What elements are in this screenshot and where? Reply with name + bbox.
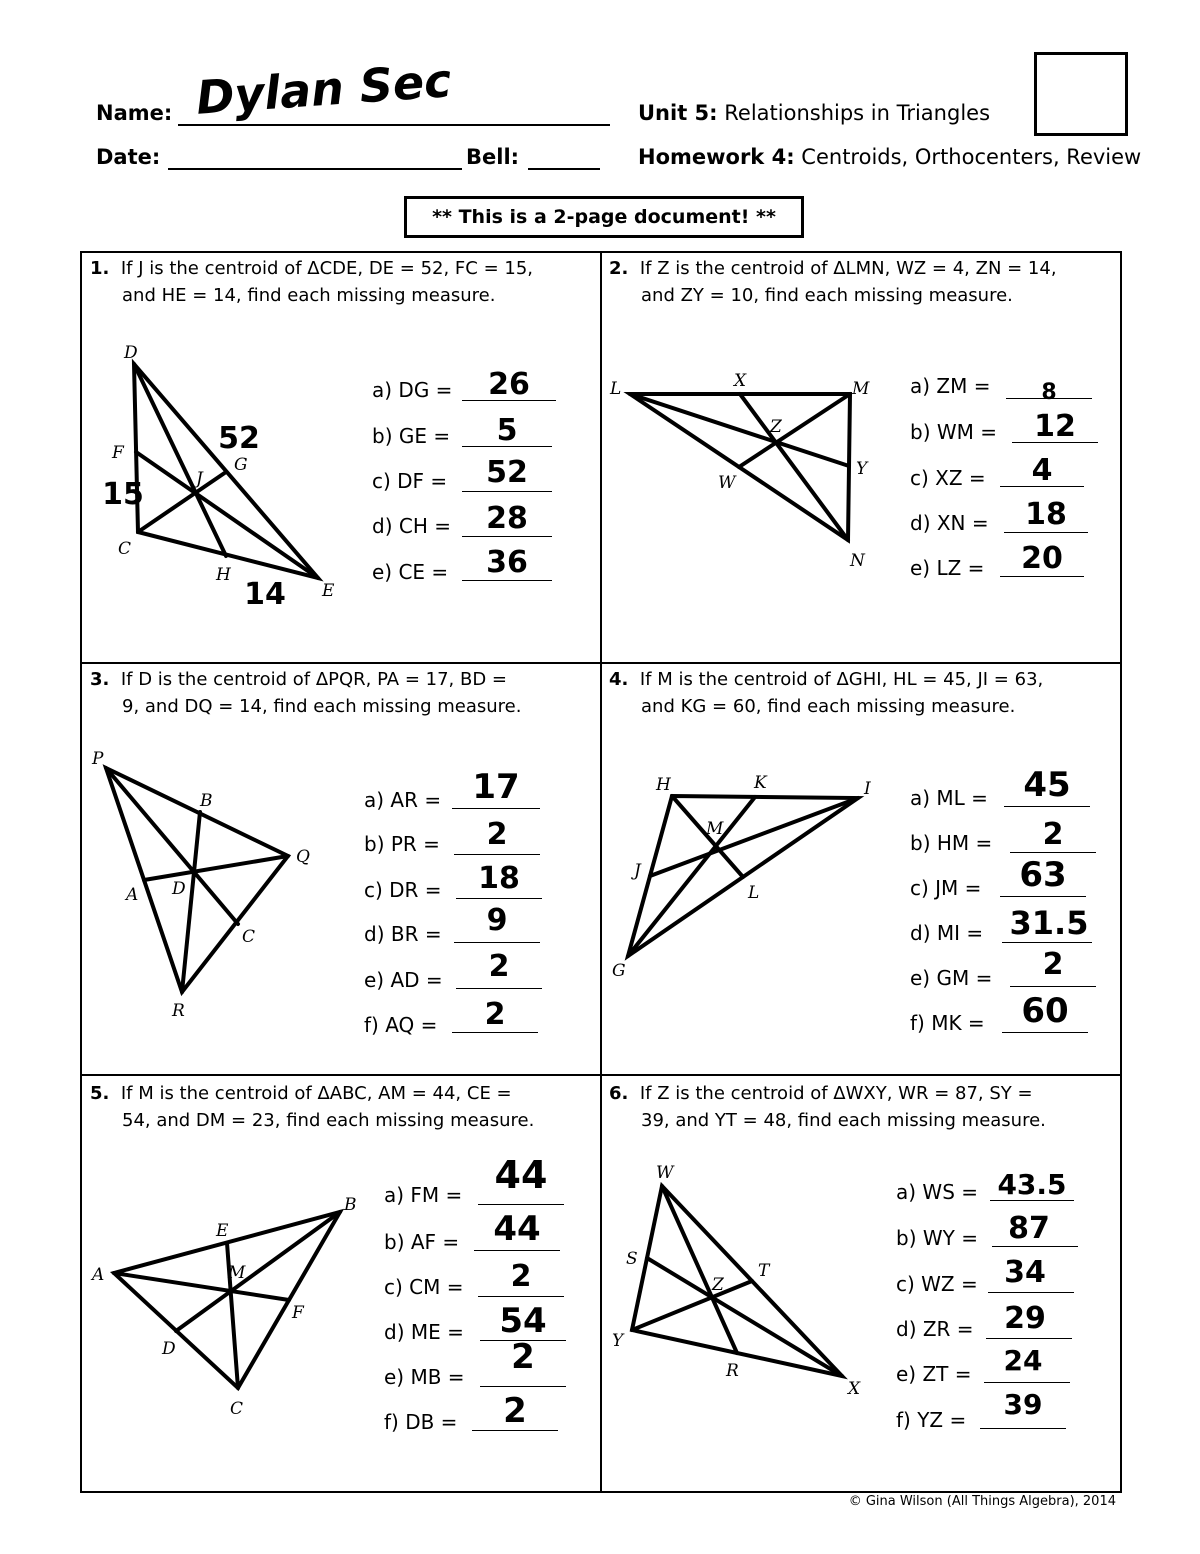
answer-line-4c[interactable]: [1000, 896, 1086, 897]
answer-value-5a: 44: [494, 1153, 548, 1197]
answer-label-2b: b) WM =: [910, 420, 998, 444]
answer-value-6e: 24: [1003, 1344, 1043, 1377]
label-1-G: G: [234, 455, 248, 475]
label-1-E: E: [322, 581, 335, 601]
problem-2-text: 2. If Z is the centroid of ΔLMN, WZ = 4, ZN = 14, and ZY = 10, find each missing measure.: [609, 258, 1057, 306]
name-value: Dylan Sec: [194, 53, 453, 125]
label-2-W: W: [718, 473, 736, 493]
answer-value-4e: 2: [1042, 947, 1064, 982]
answer-value-3f: 2: [484, 997, 506, 1032]
answer-value-6a: 43.5: [997, 1168, 1067, 1201]
answer-label-2e: e) LZ =: [910, 556, 985, 580]
name-label: Name:: [96, 101, 173, 125]
answer-label-6c: c) WZ =: [896, 1272, 978, 1296]
label-3-C: C: [242, 927, 256, 947]
answer-value-1a: 26: [488, 367, 530, 402]
label-5-M: M: [228, 1263, 246, 1283]
answer-label-1b: b) GE =: [372, 424, 451, 448]
label-3-D: D: [172, 879, 186, 899]
label-4-L: L: [748, 883, 760, 903]
label-1-J: J: [196, 469, 203, 489]
answer-value-4f: 60: [1021, 991, 1069, 1031]
answer-label-2d: d) XN =: [910, 511, 989, 535]
answer-label-6a: a) WS =: [896, 1180, 979, 1204]
date-label: Date:: [96, 145, 161, 169]
answer-value-6c: 34: [1004, 1255, 1046, 1290]
label-2-Y: Y: [856, 459, 868, 479]
answer-value-3a: 17: [472, 767, 520, 807]
answer-value-1b: 5: [496, 413, 518, 448]
answer-value-2c: 4: [1031, 453, 1053, 488]
answer-value-5f: 2: [503, 1391, 527, 1431]
answer-line-2e[interactable]: [1000, 576, 1084, 577]
answer-label-4b: b) HM =: [910, 831, 993, 855]
label-3-A: A: [126, 885, 139, 905]
label-4-J: J: [634, 861, 641, 881]
answer-label-4e: e) GM =: [910, 966, 993, 990]
answer-label-4d: d) MI =: [910, 921, 984, 945]
bell-label: Bell:: [466, 145, 520, 169]
label-4-G: G: [612, 961, 626, 981]
label-5-B: B: [344, 1195, 357, 1215]
problem-1-text: 1. If J is the centroid of ΔCDE, DE = 52, FC = 15, and HE = 14, find each missing measure.: [90, 258, 533, 306]
answer-label-3b: b) PR =: [364, 832, 440, 856]
answer-line-3f[interactable]: [452, 1032, 538, 1033]
answer-value-4c: 63: [1019, 855, 1067, 895]
label-2-M: M: [852, 379, 870, 399]
label-5-F: F: [292, 1303, 304, 1323]
answer-label-6d: d) ZR =: [896, 1317, 974, 1341]
answer-value-6d: 29: [1004, 1301, 1046, 1336]
answer-line-3e[interactable]: [456, 988, 542, 989]
answer-line-2d[interactable]: [1004, 532, 1088, 533]
answer-value-6b: 87: [1008, 1211, 1050, 1246]
label-2-Z: Z: [770, 417, 782, 437]
label-2-N: N: [850, 551, 865, 571]
answer-value-3d: 9: [486, 903, 508, 938]
answer-line-4d[interactable]: [1002, 942, 1092, 943]
answer-label-3c: c) DR =: [364, 878, 442, 902]
answer-label-3e: e) AD =: [364, 968, 443, 992]
answer-line-3b[interactable]: [454, 854, 540, 855]
answer-value-3e: 2: [488, 949, 510, 984]
label-1-F: F: [112, 443, 124, 463]
label-4-I: I: [864, 779, 871, 799]
answer-label-6f: f) YZ =: [896, 1408, 967, 1432]
answer-label-6e: e) ZT =: [896, 1362, 972, 1386]
homework-heading: Homework 4: Centroids, Orthocenters, Review: [638, 145, 1142, 169]
triangle-4: [628, 796, 858, 956]
answer-label-1d: d) CH =: [372, 514, 451, 538]
answer-line-4b[interactable]: [1010, 852, 1096, 853]
label-3-Q: Q: [296, 847, 310, 867]
answer-value-2a: 8: [1041, 380, 1057, 405]
triangle-6: [632, 1186, 842, 1376]
answer-line-3d[interactable]: [454, 942, 540, 943]
label-6-Y: Y: [612, 1331, 624, 1351]
answer-label-5a: a) FM =: [384, 1183, 463, 1207]
answer-label-2a: a) ZM =: [910, 374, 991, 398]
unit-heading: Unit 5: Relationships in Triangles: [638, 101, 991, 125]
page-notice: ** This is a 2-page document! **: [404, 196, 804, 238]
label-1-C: C: [118, 539, 132, 559]
answer-line-4e[interactable]: [1010, 986, 1096, 987]
answer-value-5e: 2: [511, 1337, 535, 1377]
answer-line-5b[interactable]: [474, 1250, 560, 1251]
answer-line-5e[interactable]: [480, 1386, 566, 1387]
answer-line-1c[interactable]: [462, 491, 552, 492]
answer-value-1d: 28: [486, 501, 528, 536]
label-4-M: M: [706, 819, 724, 839]
problem-5-text: 5. If M is the centroid of ΔABC, AM = 44, CE = 54, and DM = 23, find each missing measure.: [90, 1083, 535, 1131]
label-3-P: P: [92, 749, 104, 769]
answer-value-3c: 18: [478, 861, 520, 896]
answer-label-5e: e) MB =: [384, 1365, 465, 1389]
answer-label-1a: a) DG =: [372, 378, 453, 402]
answer-value-1e: 36: [486, 545, 528, 580]
answer-label-1c: c) DF =: [372, 469, 448, 493]
label-2-L: L: [610, 379, 622, 399]
answer-label-5b: b) AF =: [384, 1230, 460, 1254]
answer-value-5b: 44: [493, 1209, 541, 1249]
label-6-R: R: [726, 1361, 739, 1381]
answer-label-5f: f) DB =: [384, 1410, 458, 1434]
answer-label-3a: a) AR =: [364, 788, 442, 812]
label-6-S: S: [626, 1249, 638, 1269]
label-4-H: H: [656, 775, 671, 795]
label-4-K: K: [754, 773, 767, 793]
answer-line-1d[interactable]: [462, 536, 552, 537]
problem-6-text: 6. If Z is the centroid of ΔWXY, WR = 87, SY = 39, and YT = 48, find each missing measure.: [609, 1083, 1046, 1131]
label-6-T: T: [758, 1261, 770, 1281]
answer-value-6f: 39: [1003, 1388, 1043, 1421]
problem-3-text: 3. If D is the centroid of ΔPQR, PA = 17, BD = 9, and DQ = 14, find each missing measure.: [90, 669, 522, 717]
answer-line-5a[interactable]: [478, 1204, 564, 1205]
answer-line-4a[interactable]: [1004, 806, 1090, 807]
answer-label-4f: f) MK =: [910, 1011, 985, 1035]
annotation-1-15: 15: [102, 477, 144, 512]
answer-line-6f[interactable]: [980, 1428, 1066, 1429]
answer-label-4c: c) JM =: [910, 876, 982, 900]
triangle-2: [630, 394, 850, 540]
label-5-D: D: [162, 1339, 176, 1359]
answer-line-1e[interactable]: [462, 580, 552, 581]
answer-value-4d: 31.5: [1009, 904, 1089, 942]
copyright: © Gina Wilson (All Things Algebra), 2014: [848, 1494, 1116, 1509]
label-6-X: X: [848, 1379, 861, 1399]
answer-value-4b: 2: [1042, 817, 1064, 852]
answer-value-3b: 2: [486, 817, 508, 852]
label-1-D: D: [124, 343, 138, 363]
label-3-R: R: [172, 1001, 185, 1021]
answer-value-5d: 54: [499, 1301, 547, 1341]
answer-label-4a: a) ML =: [910, 786, 988, 810]
answer-value-5c: 2: [510, 1259, 532, 1294]
answer-line-5c[interactable]: [478, 1296, 564, 1297]
answer-label-3d: d) BR =: [364, 922, 442, 946]
answer-line-6b[interactable]: [992, 1246, 1078, 1247]
answer-value-2e: 20: [1021, 541, 1063, 576]
answer-value-1c: 52: [486, 455, 528, 490]
label-3-B: B: [200, 791, 213, 811]
answer-line-4f[interactable]: [1002, 1032, 1088, 1033]
answer-value-4a: 45: [1023, 765, 1071, 805]
triangle-3: [106, 768, 288, 992]
answer-line-3c[interactable]: [456, 898, 542, 899]
label-2-X: X: [734, 371, 747, 391]
label-5-A: A: [92, 1265, 105, 1285]
answer-value-2d: 18: [1025, 497, 1067, 532]
answer-label-1e: e) CE =: [372, 560, 449, 584]
label-5-E: E: [216, 1221, 229, 1241]
answer-label-6b: b) WY =: [896, 1226, 978, 1250]
problem-4-text: 4. If M is the centroid of ΔGHI, HL = 45, JI = 63, and KG = 60, find each missing measure.: [609, 669, 1044, 717]
annotation-1-14: 14: [244, 577, 286, 612]
answer-value-2b: 12: [1034, 409, 1076, 444]
answer-label-5c: c) CM =: [384, 1275, 464, 1299]
answer-label-3f: f) AQ =: [364, 1013, 438, 1037]
answer-line-6c[interactable]: [988, 1292, 1074, 1293]
annotation-1-52: 52: [218, 421, 260, 456]
answer-line-6e[interactable]: [984, 1382, 1070, 1383]
answer-label-5d: d) ME =: [384, 1320, 464, 1344]
answer-label-2c: c) XZ =: [910, 466, 986, 490]
answer-line-6d[interactable]: [986, 1338, 1072, 1339]
label-1-H: H: [216, 565, 231, 585]
label-5-C: C: [230, 1399, 244, 1419]
label-6-Z: Z: [712, 1275, 724, 1295]
triangle-1: [134, 364, 318, 578]
label-6-W: W: [656, 1163, 674, 1183]
answer-line-3a[interactable]: [452, 808, 540, 809]
